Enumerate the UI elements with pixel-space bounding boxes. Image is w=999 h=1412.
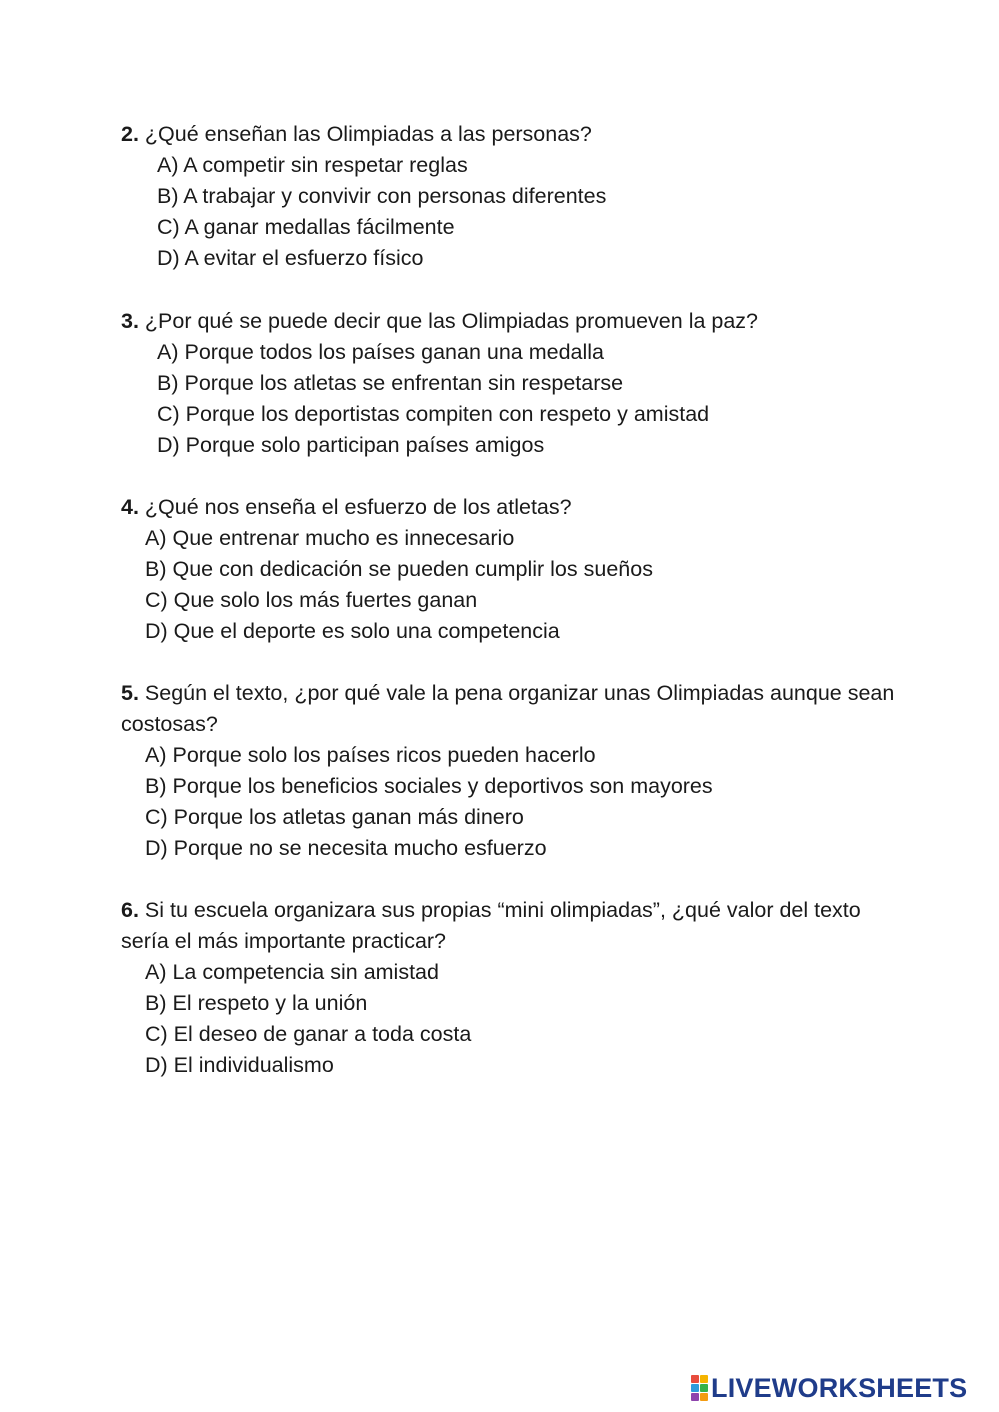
logo-tile: [691, 1384, 699, 1392]
question-stem: [121, 119, 901, 150]
option-c[interactable]: C) El deseo de ganar a toda costa: [145, 1022, 472, 1046]
logo-tile: [700, 1384, 708, 1392]
option-b[interactable]: B) Porque los atletas se enfrentan sin respetarse: [157, 371, 624, 395]
question-text: Según el texto, ¿por qué vale la pena organizar unas Olimpiadas aunque sean costosas?: [121, 681, 895, 736]
options-list: [121, 740, 901, 864]
logo-tile: [700, 1375, 708, 1383]
question-2: [121, 119, 901, 274]
question-number: 3.: [121, 309, 139, 333]
option-c[interactable]: C) A ganar medallas fácilmente: [157, 215, 455, 239]
options-list: [121, 523, 901, 647]
logo-text: LIVEWORKSHEETS: [711, 1372, 968, 1403]
question-number: 2.: [121, 122, 139, 146]
option-a[interactable]: A) La competencia sin amistad: [145, 960, 439, 984]
question-number: 4.: [121, 495, 139, 519]
option-b[interactable]: B) A trabajar y convivir con personas diferentes: [157, 184, 607, 208]
option-d[interactable]: D) El individualismo: [145, 1053, 334, 1077]
option-c[interactable]: C) Porque los atletas ganan más dinero: [145, 805, 524, 829]
question-text: ¿Qué nos enseña el esfuerzo de los atletas?: [138, 495, 572, 519]
option-d[interactable]: D) Porque no se necesita mucho esfuerzo: [145, 836, 547, 860]
logo-mark-icon: [691, 1375, 708, 1401]
logo-tile: [700, 1393, 708, 1401]
option-c[interactable]: C) Que solo los más fuertes ganan: [145, 588, 478, 612]
question-stem: [121, 678, 901, 740]
question-4: [121, 492, 901, 647]
options-list: [121, 957, 901, 1081]
option-a[interactable]: A) Porque solo los países ricos pueden hacerlo: [145, 743, 596, 767]
question-stem: [121, 895, 901, 957]
question-3: [121, 306, 901, 461]
logo-tile: [691, 1375, 699, 1383]
option-a[interactable]: A) A competir sin respetar reglas: [157, 153, 468, 177]
question-number: 6.: [121, 898, 139, 922]
option-c[interactable]: C) Porque los deportistas compiten con respeto y amistad: [157, 402, 710, 426]
liveworksheets-logo: [691, 1372, 967, 1404]
question-text: Si tu escuela organizara sus propias “mini olimpiadas”, ¿qué valor del texto sería el más importante practicar?: [121, 898, 861, 953]
options-list: [121, 150, 901, 274]
option-a[interactable]: A) Porque todos los países ganan una medalla: [157, 340, 605, 364]
option-b[interactable]: B) Porque los beneficios sociales y deportivos son mayores: [145, 774, 713, 798]
question-text: ¿Por qué se puede decir que las Olimpiadas promueven la paz?: [138, 309, 759, 333]
logo-tile: [691, 1393, 699, 1401]
option-b[interactable]: B) Que con dedicación se pueden cumplir los sueños: [145, 557, 653, 581]
question-6: [121, 895, 901, 1081]
question-stem: [121, 306, 901, 337]
option-d[interactable]: D) Porque solo participan países amigos: [157, 433, 545, 457]
question-stem: [121, 492, 901, 523]
option-d[interactable]: D) A evitar el esfuerzo físico: [157, 246, 424, 270]
question-text: ¿Qué enseñan las Olimpiadas a las personas?: [138, 122, 592, 146]
option-d[interactable]: D) Que el deporte es solo una competencia: [145, 619, 560, 643]
options-list: [121, 337, 901, 461]
option-b[interactable]: B) El respeto y la unión: [145, 991, 368, 1015]
question-5: [121, 678, 901, 864]
option-a[interactable]: A) Que entrenar mucho es innecesario: [145, 526, 515, 550]
question-number: 5.: [121, 681, 139, 705]
